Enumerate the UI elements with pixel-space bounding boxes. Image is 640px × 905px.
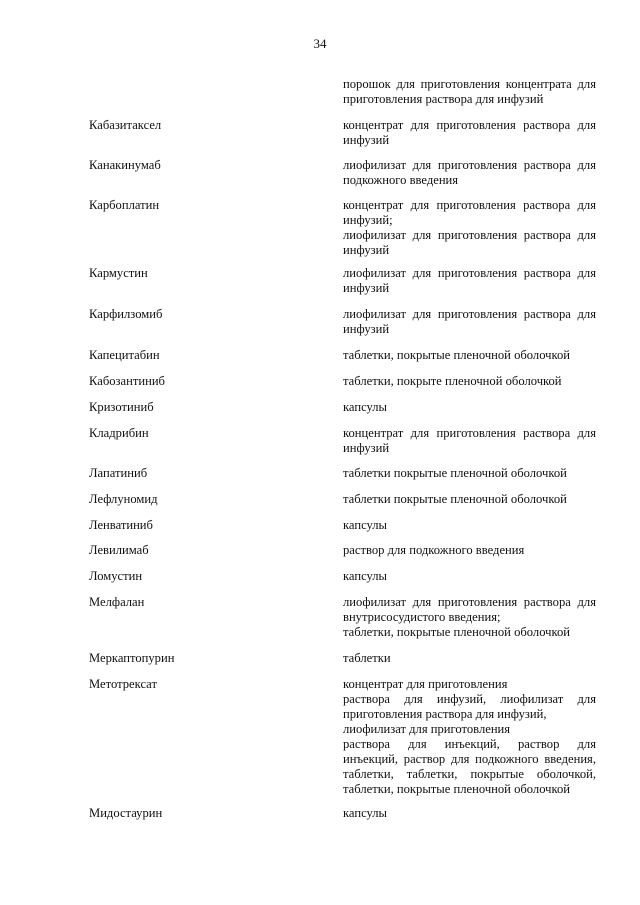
dosage-form-line: таблетки, покрытые пленочной оболочкой [343, 625, 571, 639]
dosage-form-line: лиофилизат для приготовления раствора для [343, 307, 596, 321]
dosage-form [343, 677, 596, 797]
dosage-form-line: капсулы [343, 518, 388, 532]
drug-name: Кризотиниб [89, 400, 154, 414]
dosage-form [343, 543, 596, 558]
drug-name: Ломустин [89, 569, 143, 583]
dosage-form [343, 374, 596, 389]
drug-name: Метотрексат [89, 677, 157, 691]
dosage-form-line: раствора для инфузий, лиофилизат для [343, 692, 596, 706]
dosage-form [343, 158, 596, 188]
drug-name: Мидостаурин [89, 806, 163, 820]
dosage-form [343, 466, 596, 481]
dosage-form [343, 518, 596, 533]
dosage-form-line: инфузий; [343, 213, 393, 227]
drug-name: Мелфалан [89, 595, 145, 609]
dosage-form-line: приготовления раствора для инфузий [343, 92, 544, 106]
dosage-form-line: внутрисосудистого введения; [343, 610, 501, 624]
drug-name: Лапатиниб [89, 466, 148, 480]
dosage-form-line: таблетки, таблетки, покрытые оболочкой, [343, 767, 596, 781]
dosage-form [343, 400, 596, 415]
drug-name: Кладрибин [89, 426, 149, 440]
dosage-form-line: таблетки, покрытые пленочной оболочкой [343, 348, 571, 362]
dosage-form-line: инфузий [343, 133, 390, 147]
dosage-form [343, 118, 596, 148]
dosage-form-line: концентрат для приготовления [343, 677, 508, 691]
drug-name: Кармустин [89, 266, 148, 280]
dosage-form-line: инъекций, раствор для подкожного введения, [343, 752, 596, 766]
drug-name: Лефлуномид [89, 492, 158, 506]
dosage-form [343, 651, 596, 666]
dosage-form-line: лиофилизат для приготовления [343, 722, 511, 736]
dosage-form-line: инфузий [343, 441, 390, 455]
dosage-form [343, 77, 596, 107]
dosage-form-line: концентрат для приготовления раствора для [343, 198, 596, 212]
dosage-form-line: порошок для приготовления концентрата для [343, 77, 596, 91]
dosage-form [343, 307, 596, 337]
dosage-form-line: таблетки, покрыте пленочной оболочкой [343, 374, 562, 388]
dosage-form-line: концентрат для приготовления раствора для [343, 118, 596, 132]
drug-name: Карбоплатин [89, 198, 160, 212]
dosage-form [343, 806, 596, 821]
page-number: 34 [313, 36, 327, 51]
dosage-form-line: приготовления раствора для инфузий, [343, 707, 547, 721]
drug-name: Кабазитаксел [89, 118, 162, 132]
dosage-form-line: концентрат для приготовления раствора для [343, 426, 596, 440]
dosage-form-line: инфузий [343, 322, 390, 336]
dosage-form-line: инфузий [343, 243, 390, 257]
dosage-form-line: таблетки покрытые пленочной оболочкой [343, 466, 567, 480]
dosage-form-line: лиофилизат для приготовления раствора для [343, 266, 596, 280]
dosage-form-line: подкожного введения [343, 173, 459, 187]
drug-name: Капецитабин [89, 348, 160, 362]
drug-name: Меркаптопурин [89, 651, 175, 665]
drug-name: Кабозантиниб [89, 374, 165, 388]
dosage-form [343, 595, 596, 640]
dosage-form [343, 492, 596, 507]
dosage-form-line: капсулы [343, 806, 388, 820]
drug-name: Карфилзомиб [89, 307, 163, 321]
dosage-form-line: таблетки, покрытые пленочной оболочкой [343, 782, 571, 796]
dosage-form-line: инфузий [343, 281, 390, 295]
dosage-form-line: раствор для подкожного введения [343, 543, 525, 557]
dosage-form-line: таблетки покрытые пленочной оболочкой [343, 492, 567, 506]
dosage-form [343, 569, 596, 584]
dosage-form-line: раствора для инъекций, раствор для [343, 737, 596, 751]
dosage-form [343, 198, 596, 258]
dosage-form-line: лиофилизат для приготовления раствора для [343, 228, 596, 242]
dosage-form [343, 266, 596, 296]
dosage-form-line: лиофилизат для приготовления раствора для [343, 158, 596, 172]
dosage-form-line: таблетки [343, 651, 391, 665]
dosage-form-line: лиофилизат для приготовления раствора для [343, 595, 596, 609]
drug-name: Ленватиниб [89, 518, 153, 532]
drug-name: Канакинумаб [89, 158, 161, 172]
dosage-form [343, 348, 596, 363]
dosage-form-line: капсулы [343, 400, 388, 414]
dosage-form-line: капсулы [343, 569, 388, 583]
dosage-form [343, 426, 596, 456]
drug-name: Левилимаб [89, 543, 149, 557]
